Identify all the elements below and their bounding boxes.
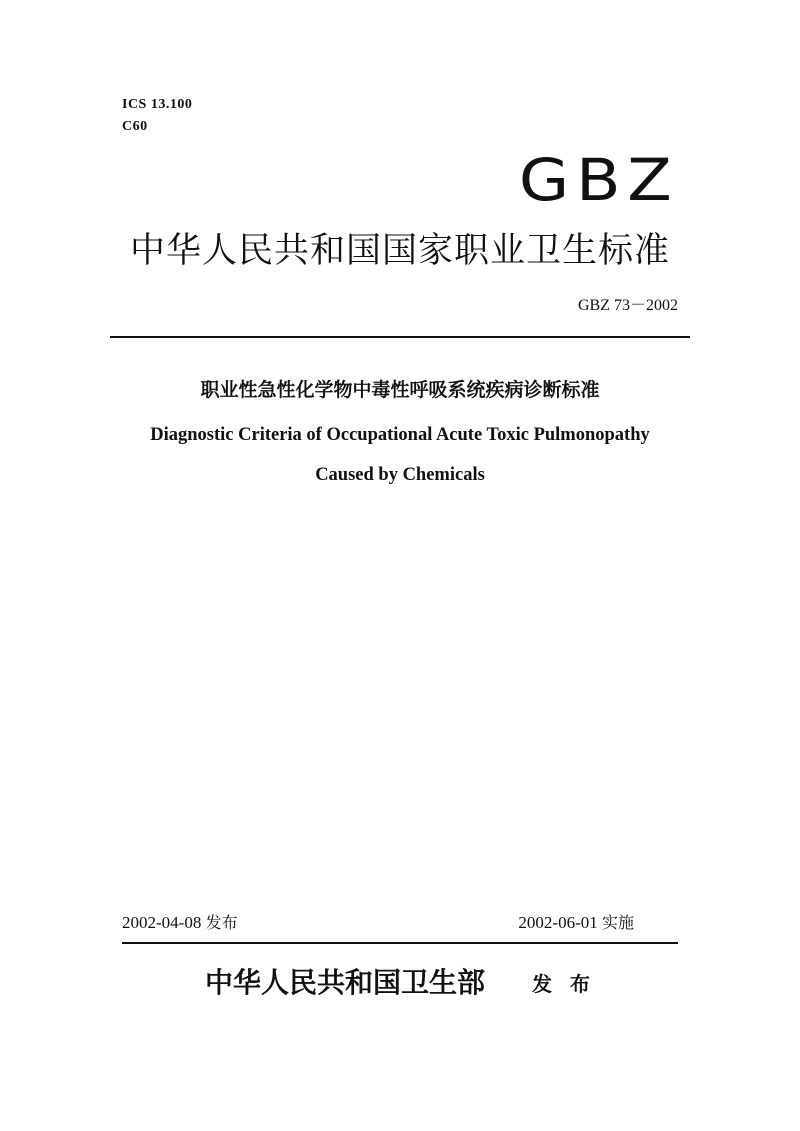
top-divider bbox=[110, 336, 690, 338]
title-chinese: 职业性急性化学物中毒性呼吸系统疾病诊断标准 bbox=[200, 379, 600, 401]
implement-date-value: 2002-06-01 bbox=[518, 913, 598, 932]
bottom-divider bbox=[122, 942, 678, 944]
standard-category: 中华人民共和国国家职业卫生标准 bbox=[129, 231, 670, 271]
standard-number: GBZ 73－2002 bbox=[577, 297, 678, 314]
title-english-line2: Caused by Chemicals bbox=[315, 465, 485, 485]
title-english-line1: Diagnostic Criteria of Occupational Acute Toxic Pulmonopathy bbox=[150, 425, 650, 445]
implement-date-label: 实施 bbox=[601, 913, 634, 932]
issuer-name: 中华人民共和国卫生部 bbox=[205, 966, 486, 999]
ccs-code: C60 bbox=[122, 119, 148, 134]
issue-date bbox=[122, 912, 238, 934]
issue-date-value: 2002-04-08 bbox=[122, 913, 202, 932]
gbz-logo: GBZ bbox=[518, 146, 678, 214]
issue-date-label: 发布 bbox=[205, 913, 238, 932]
ics-code: ICS 13.100 bbox=[122, 97, 193, 112]
implement-date bbox=[518, 912, 634, 934]
issuer-action: 发布 bbox=[532, 972, 608, 996]
